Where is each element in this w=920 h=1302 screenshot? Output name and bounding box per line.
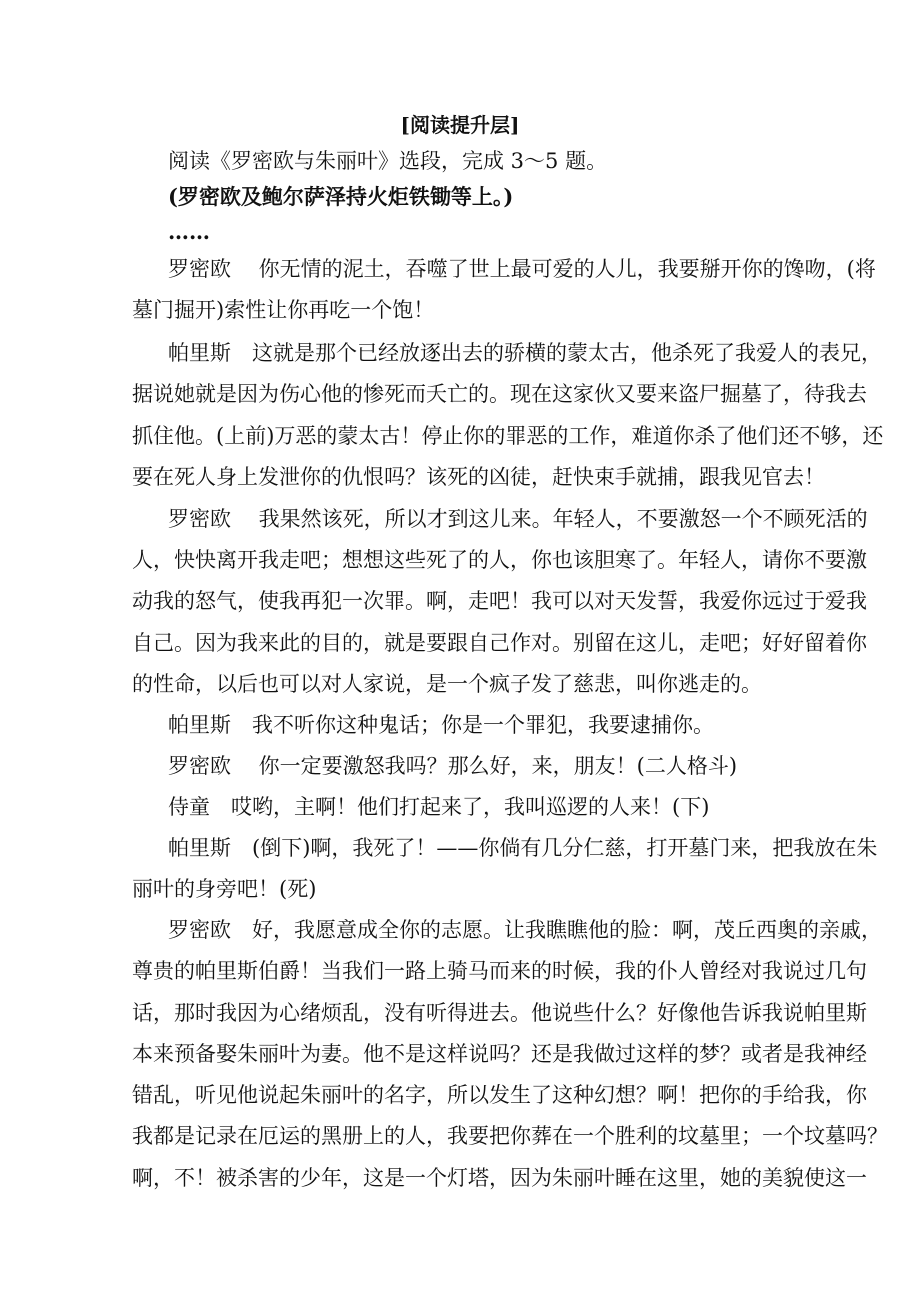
dialogue-line: 本来预备娶朱丽叶为妻。他不是这样说吗？还是我做过这样的梦？或者是我神经 <box>132 1042 867 1066</box>
dialogue-line: 我都是记录在厄运的黑册上的人，我要把你葬在一个胜利的坟墓里；一个坟墓吗？ <box>132 1124 888 1148</box>
dialogue-line: 人，快快离开我走吧；想想这些死了的人，你也该胆寒了。年轻人，请你不要激 <box>132 548 867 572</box>
dialogue-line: 罗密欧 我果然该死，所以才到这儿来。年轻人，不要激怒一个不顾死活的 <box>168 507 868 531</box>
dialogue-line: 动我的怒气，使我再犯一次罪。啊，走吧！我可以对天发誓，我爱你远过于爱我 <box>132 589 867 613</box>
dialogue-line: 的性命，以后也可以对人家说，是一个疯子发了慈悲，叫你逃走的。 <box>132 672 762 696</box>
dialogue-line: 话，那时我因为心绪烦乱，没有听得进去。他说些什么？好像他告诉我说帕里斯 <box>132 1001 867 1025</box>
dialogue-line: 帕里斯 (倒下)啊，我死了！——你倘有几分仁慈，打开墓门来，把我放在朱 <box>168 836 878 860</box>
stage-direction: (罗密欧及鲍尔萨泽持火炬铁锄等上。) <box>168 184 514 209</box>
dialogue-line: 帕里斯 这就是那个已经放逐出去的骄横的蒙太古，他杀死了我爱人的表兄， <box>168 341 882 365</box>
dialogue-line: 自己。因为我来此的目的，就是要跟自己作对。别留在这儿，走吧；好好留着你 <box>132 631 867 655</box>
dialogue-line: 尊贵的帕里斯伯爵！当我们一路上骑马而来的时候，我的仆人曾经对我说过几句 <box>132 959 867 983</box>
dialogue-line: 罗密欧 你无情的泥土，吞噬了世上最可爱的人儿，我要掰开你的馋吻，(将 <box>168 257 876 281</box>
dialogue-line: 帕里斯 我不听你这种鬼话；你是一个罪犯，我要逮捕你。 <box>168 713 714 737</box>
dialogue-line: 罗密欧 你一定要激怒我吗？那么好，来，朋友！(二人格斗) <box>168 754 738 778</box>
dialogue-line: 要在死人身上发泄你的仇恨吗？该死的凶徒，赶快束手就捕，跟我见官去！ <box>132 465 825 489</box>
section-heading: [阅读提升层] <box>400 113 520 137</box>
omission-ellipsis: …… <box>168 219 210 244</box>
dialogue-line: 错乱，听见他说起朱丽叶的名字，所以发生了这种幻想？啊！把你的手给我，你 <box>132 1083 867 1107</box>
dialogue-line: 侍童 哎哟，主啊！他们打起来了，我叫巡逻的人来！(下) <box>168 795 710 819</box>
dialogue-line: 墓门掘开)索性让你再吃一个饱！ <box>132 298 435 322</box>
dialogue-line: 丽叶的身旁吧！(死) <box>132 877 317 901</box>
dialogue-line: 据说她就是因为伤心他的惨死而夭亡的。现在这家伙又要来盗尸掘墓了，待我去 <box>132 382 867 406</box>
reading-instruction: 阅读《罗密欧与朱丽叶》选段，完成 3～5 题。 <box>168 149 608 173</box>
dialogue-line: 抓住他。(上前)万恶的蒙太古！停止你的罪恶的工作，难道你杀了他们还不够，还 <box>132 424 884 448</box>
dialogue-line: 啊，不！被杀害的少年，这是一个灯塔，因为朱丽叶睡在这里，她的美貌使这一 <box>132 1166 867 1190</box>
dialogue-line: 罗密欧 好，我愿意成全你的志愿。让我瞧瞧他的脸：啊，茂丘西奥的亲戚， <box>168 918 882 942</box>
